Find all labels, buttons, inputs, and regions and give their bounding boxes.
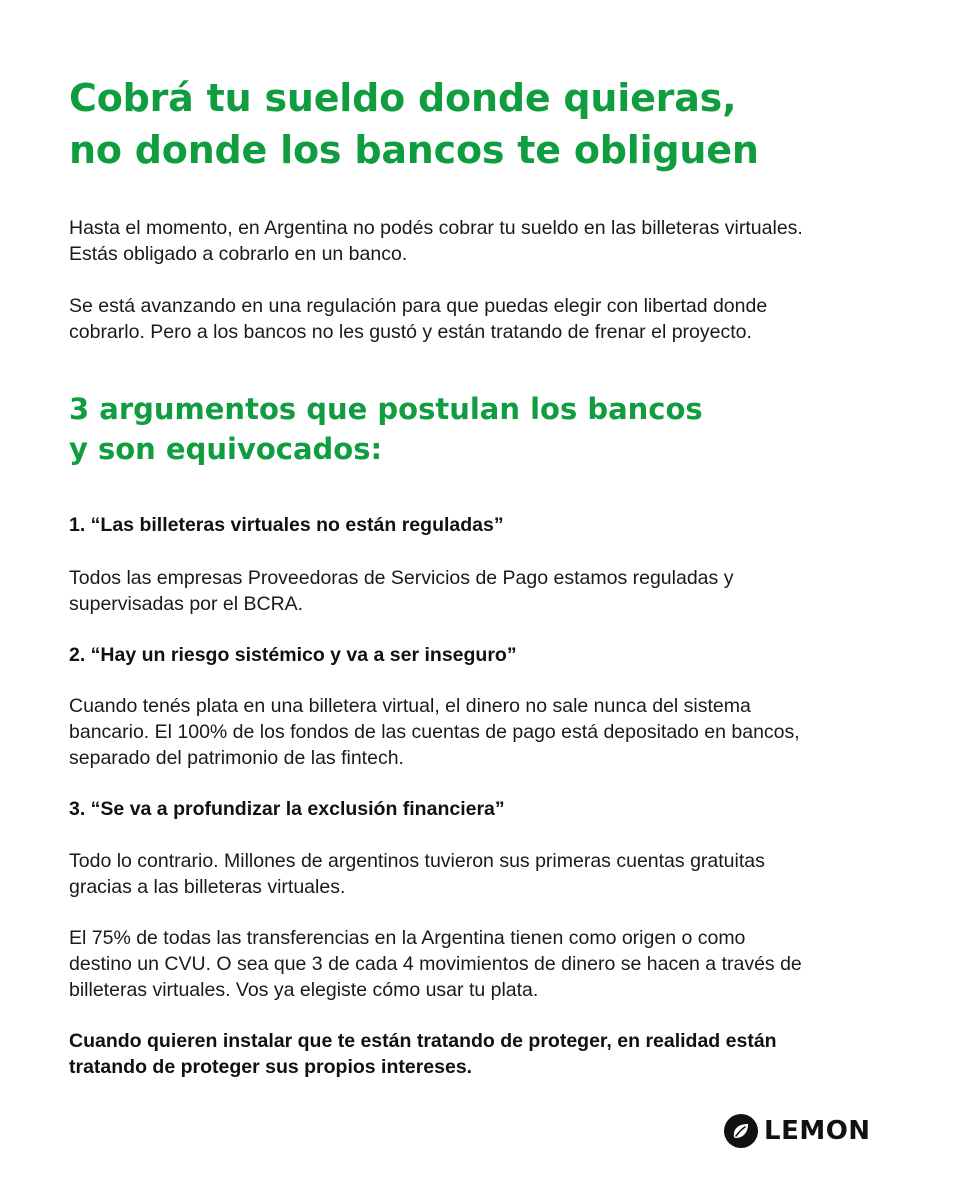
argument-2-body-line-2: bancario. El 100% de los fondos de las cuentas de pago está depositado en bancos, <box>69 721 800 743</box>
argument-3-body-line-1: Todo lo contrario. Millones de argentinos tuvieron sus primeras cuentas gratuitas <box>69 850 765 872</box>
intro-paragraph-2 <box>69 293 767 345</box>
page-title <box>69 72 759 176</box>
intro-p1-line-2: Estás obligado a cobrarlo en un banco. <box>69 243 408 265</box>
title-line-1: Cobrá tu sueldo donde quieras, <box>69 76 737 120</box>
argument-3-body2-line-1: El 75% de todas las transferencias en la Argentina tienen como origen o como <box>69 927 746 949</box>
title-line-2: no donde los bancos te obliguen <box>69 128 759 172</box>
subtitle-line-2: y son equivocados: <box>69 432 383 466</box>
closing-statement <box>69 1028 777 1080</box>
argument-2-body <box>69 693 800 771</box>
brand-name: LEMON <box>764 1116 871 1146</box>
argument-1-body-line-2: supervisadas por el BCRA. <box>69 593 304 615</box>
argument-2-body-line-3: separado del patrimonio de las fintech. <box>69 747 404 769</box>
argument-3-body-2 <box>69 925 802 1003</box>
intro-p2-line-2: cobrarlo. Pero a los bancos no les gustó y están tratando de frenar el proyecto. <box>69 321 752 343</box>
subtitle-line-1: 3 argumentos que postulan los bancos <box>69 392 703 426</box>
argument-2-heading: 2. “Hay un riesgo sistémico y va a ser inseguro” <box>69 644 517 666</box>
argument-1-body-line-1: Todos las empresas Proveedoras de Servicios de Pago estamos reguladas y <box>69 567 734 589</box>
intro-p1-line-1: Hasta el momento, en Argentina no podés cobrar tu sueldo en las billeteras virtuales. <box>69 217 803 239</box>
argument-3-body <box>69 848 765 900</box>
intro-p2-line-1: Se está avanzando en una regulación para que puedas elegir con libertad donde <box>69 295 768 317</box>
argument-1-heading: 1. “Las billeteras virtuales no están reguladas” <box>69 514 504 536</box>
closing-line-1: Cuando quieren instalar que te están tratando de proteger, en realidad están <box>69 1030 777 1052</box>
lemon-leaf-icon <box>724 1114 758 1148</box>
closing-line-2: tratando de proteger sus propios intereses. <box>69 1056 473 1078</box>
brand-logo <box>724 1111 871 1151</box>
argument-2-body-line-1: Cuando tenés plata en una billetera virtual, el dinero no sale nunca del sistema <box>69 695 751 717</box>
argument-3-body2-line-3: billeteras virtuales. Vos ya elegiste cómo usar tu plata. <box>69 979 539 1001</box>
intro-paragraph-1 <box>69 215 803 267</box>
argument-3-body2-line-2: destino un CVU. O sea que 3 de cada 4 movimientos de dinero se hacen a través de <box>69 953 802 975</box>
argument-3-body-line-2: gracias a las billeteras virtuales. <box>69 876 346 898</box>
section-subtitle <box>69 389 703 469</box>
argument-3-heading: 3. “Se va a profundizar la exclusión financiera” <box>69 798 505 820</box>
argument-1-body <box>69 565 733 617</box>
